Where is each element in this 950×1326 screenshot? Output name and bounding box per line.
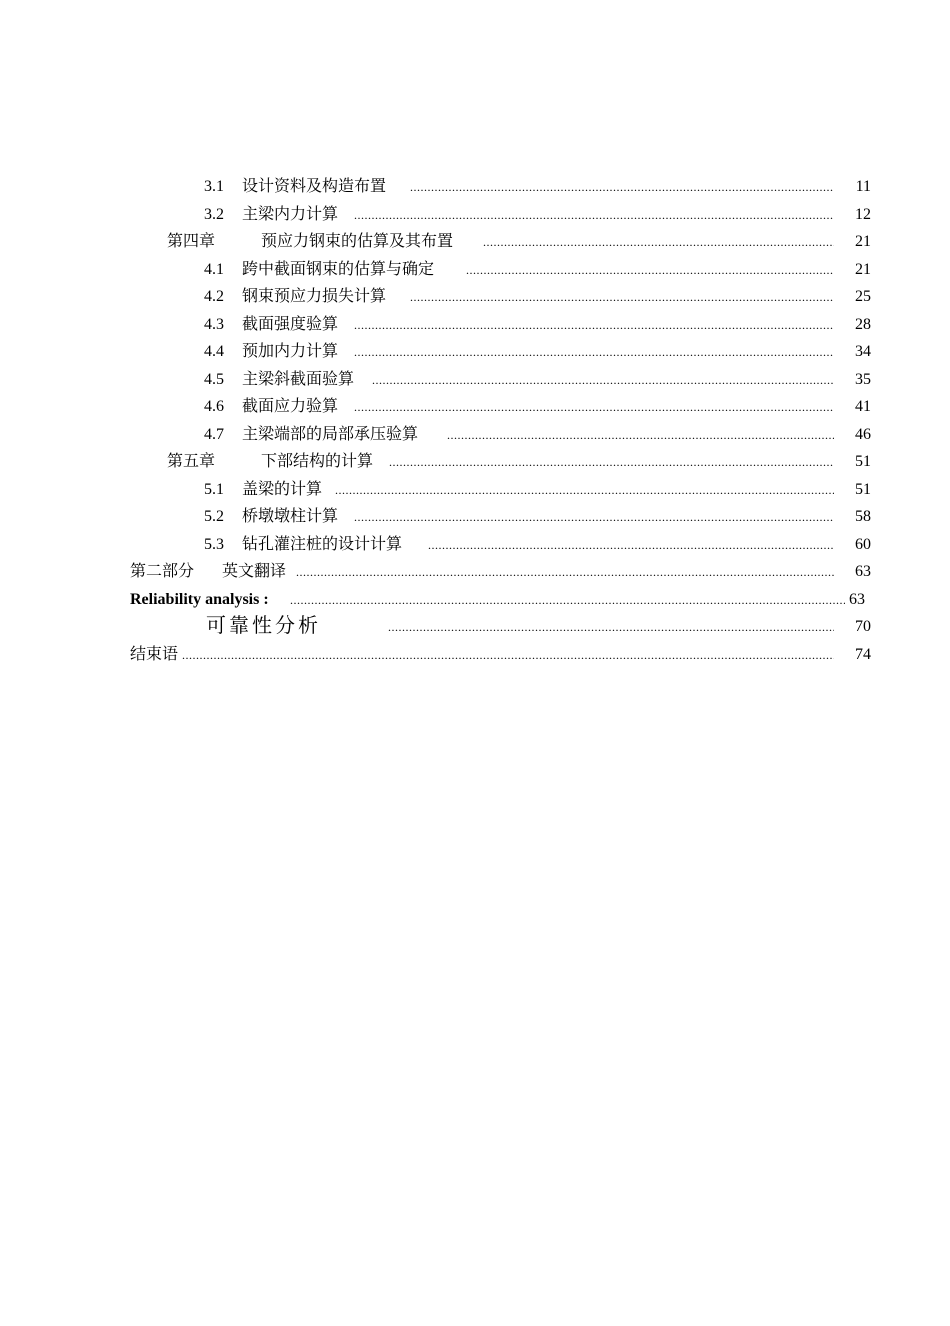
toc-entry-title: 主梁斜截面验算 [242,371,355,388]
toc-dot-leader [296,566,834,578]
toc-entry-title: 钢束预应力损失计算 [242,288,387,305]
toc-entry-number: 4.4 [204,343,224,360]
toc-dot-leader [354,401,834,413]
toc-entry-title: 下部结构的计算 [261,453,374,470]
toc-entry-number: 3.1 [204,178,224,195]
toc-entry-number: 3.2 [204,206,224,223]
toc-dot-leader [335,484,834,496]
toc-entry-number: 4.2 [204,288,224,305]
toc-entry-page: 35 [855,371,871,388]
toc-entry-page: 21 [855,261,871,278]
toc-dot-leader [354,346,834,358]
toc-entry-4-5[interactable] [204,368,871,392]
toc-entry-page: 41 [855,398,871,415]
toc-entry-number: 第二部分 [130,563,195,580]
toc-entry-title: 英文翻译 [222,563,287,580]
toc-entry-3-2[interactable] [204,203,871,227]
toc-dot-leader [466,264,834,276]
toc-entry-page: 25 [855,288,871,305]
toc-dot-leader [428,539,834,551]
toc-entry-5-2[interactable] [204,505,871,529]
toc-entry-page: 63 [849,591,865,608]
toc-entry-number: 4.1 [204,261,224,278]
toc-entry-title: 桥墩墩柱计算 [242,508,339,525]
toc-dot-leader [290,594,845,606]
toc-entry-title: 预加内力计算 [242,343,339,360]
toc-entry-chapter-5[interactable] [167,450,871,474]
toc-entry-number: 4.3 [204,316,224,333]
toc-entry-page: 34 [855,343,871,360]
toc-entry-number: 第五章 [167,453,216,470]
toc-entry-title: 预应力钢束的估算及其布置 [261,233,454,250]
toc-entry-title: 主梁内力计算 [242,206,339,223]
toc-entry-3-1[interactable] [204,175,871,199]
toc-entry-chapter-4[interactable] [167,230,871,254]
toc-entry-5-3[interactable] [204,533,871,557]
toc-entry-title: Reliability analysis : [130,591,269,608]
toc-entry-title: 设计资料及构造布置 [242,178,387,195]
toc-entry-4-7[interactable] [204,423,871,447]
toc-dot-leader [354,319,834,331]
toc-entry-title: 可靠性分析 [206,613,321,637]
toc-entry-title: 盖梁的计算 [242,481,323,498]
toc-entry-page: 21 [855,233,871,250]
toc-dot-leader [389,456,834,468]
toc-entry-4-4[interactable] [204,340,871,364]
toc-entry-reliability-analysis-cn[interactable] [206,615,871,639]
toc-entry-conclusion[interactable] [130,643,871,667]
toc-entry-number: 第四章 [167,233,216,250]
toc-dot-leader [182,649,834,661]
toc-entry-number: 4.6 [204,398,224,415]
toc-entry-4-6[interactable] [204,395,871,419]
toc-entry-title: 钻孔灌注桩的设计计算 [242,536,403,553]
toc-dot-leader [372,374,834,386]
toc-dot-leader [354,511,834,523]
toc-entry-page: 11 [855,178,871,195]
toc-dot-leader [388,621,834,633]
toc-entry-page: 74 [855,646,871,663]
toc-entry-page: 58 [855,508,871,525]
toc-dot-leader [410,291,834,303]
toc-entry-4-1[interactable] [204,258,871,282]
toc-entry-page: 28 [855,316,871,333]
toc-entry-page: 12 [855,206,871,223]
toc-entry-5-1[interactable] [204,478,871,502]
toc-entry-title: 结束语 [130,646,179,663]
toc-entry-title: 截面应力验算 [242,398,339,415]
toc-entry-page: 70 [855,618,871,635]
toc-dot-leader [354,209,834,221]
toc-entry-title: 跨中截面钢束的估算与确定 [242,261,435,278]
toc-entry-number: 5.2 [204,508,224,525]
toc-entry-number: 4.5 [204,371,224,388]
toc-dot-leader [410,181,834,193]
toc-entry-title: 主梁端部的局部承压验算 [242,426,419,443]
toc-entry-page: 51 [855,481,871,498]
toc-dot-leader [483,236,834,248]
toc-entry-page: 60 [855,536,871,553]
toc-entry-title: 截面强度验算 [242,316,339,333]
toc-entry-number: 4.7 [204,426,224,443]
toc-entry-page: 63 [855,563,871,580]
toc-entry-number: 5.3 [204,536,224,553]
toc-entry-number: 5.1 [204,481,224,498]
toc-entry-4-2[interactable] [204,285,871,309]
toc-entry-reliability-analysis[interactable] [130,588,865,612]
toc-dot-leader [447,429,834,441]
toc-entry-page: 51 [855,453,871,470]
toc-entry-part-2[interactable] [130,560,871,584]
toc-entry-page: 46 [855,426,871,443]
toc-entry-4-3[interactable] [204,313,871,337]
